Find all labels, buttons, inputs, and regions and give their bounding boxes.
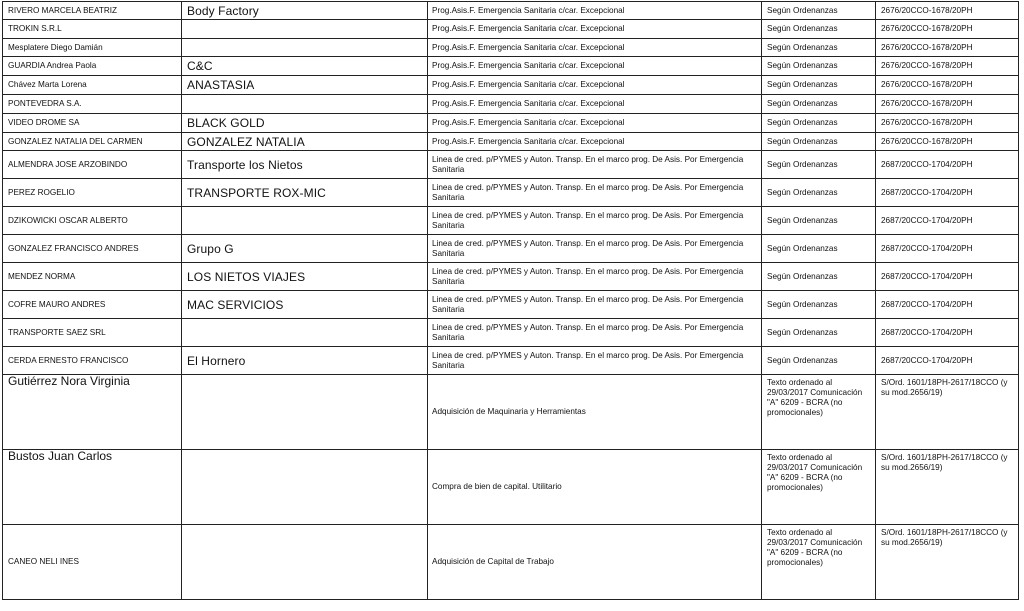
rate-cell: Según Ordenanzas (762, 291, 876, 319)
rate-cell: Según Ordenanzas (762, 263, 876, 291)
table-row (3, 450, 1019, 525)
rate-cell: Según Ordenanzas (762, 57, 876, 76)
ordinance-cell: 2676/20CCO-1678/20PH (876, 133, 1019, 151)
table-row (3, 525, 1019, 600)
ordinance-cell: S/Ord. 1601/18PH-2617/18CCO (y su mod.2656/19) (876, 450, 1019, 525)
ordinance-cell: 2676/20CCO-1678/20PH (876, 95, 1019, 114)
table-row (3, 179, 1019, 207)
ordinance-cell: 2687/20CCO-1704/20PH (876, 235, 1019, 263)
rate-cell: Texto ordenado al 29/03/2017 Comunicación "A" 6209 - BCRA (no promocionales) (762, 525, 876, 600)
ordinance-cell: S/Ord. 1601/18PH-2617/18CCO (y su mod.2656/19) (876, 375, 1019, 450)
table-row (3, 291, 1019, 319)
table-row (3, 20, 1019, 39)
beneficiaries-table (2, 1, 1019, 600)
table-row (3, 57, 1019, 76)
fantasy-name-cell: ANASTASIA (182, 76, 428, 95)
name-cell: VIDEO DROME SA (3, 114, 182, 133)
table-row (3, 151, 1019, 179)
fantasy-name-cell (182, 319, 428, 347)
program-cell: Linea de cred. p/PYMES y Auton. Transp. En el marco prog. De Asis. Por Emergencia Sanitaria (428, 263, 762, 291)
name-cell: Bustos Juan Carlos (3, 450, 182, 525)
fantasy-name-cell: Transporte los Nietos (182, 151, 428, 179)
fantasy-name-cell: GONZALEZ NATALIA (182, 133, 428, 151)
ordinance-cell: 2676/20CCO-1678/20PH (876, 114, 1019, 133)
ordinance-cell: 2676/20CCO-1678/20PH (876, 20, 1019, 39)
rate-cell: Según Ordenanzas (762, 133, 876, 151)
name-cell: GONZALEZ FRANCISCO ANDRES (3, 235, 182, 263)
fantasy-name-cell: MAC SERVICIOS (182, 291, 428, 319)
rate-cell: Texto ordenado al 29/03/2017 Comunicación "A" 6209 - BCRA (no promocionales) (762, 375, 876, 450)
name-cell: Gutiérrez Nora Virginia (3, 375, 182, 450)
name-cell: ALMENDRA JOSE ARZOBINDO (3, 151, 182, 179)
rate-cell: Según Ordenanzas (762, 95, 876, 114)
table-row (3, 95, 1019, 114)
rate-cell: Según Ordenanzas (762, 207, 876, 235)
program-cell: Prog.Asis.F. Emergencia Sanitaria c/car. Excepcional (428, 39, 762, 57)
program-cell: Linea de cred. p/PYMES y Auton. Transp. En el marco prog. De Asis. Por Emergencia Sanitaria (428, 347, 762, 375)
fantasy-name-cell (182, 525, 428, 600)
table-row (3, 319, 1019, 347)
rate-cell: Según Ordenanzas (762, 347, 876, 375)
program-cell: Linea de cred. p/PYMES y Auton. Transp. En el marco prog. De Asis. Por Emergencia Sanitaria (428, 291, 762, 319)
program-cell: Prog.Asis.F. Emergencia Sanitaria c/car. Excepcional (428, 76, 762, 95)
ordinance-cell: 2676/20CCO-1678/20PH (876, 39, 1019, 57)
fantasy-name-cell (182, 450, 428, 525)
program-cell: Prog.Asis.F. Emergencia Sanitaria c/car. Excepcional (428, 95, 762, 114)
name-cell: PONTEVEDRA S.A. (3, 95, 182, 114)
table-row (3, 263, 1019, 291)
rate-cell: Según Ordenanzas (762, 39, 876, 57)
name-cell: MENDEZ NORMA (3, 263, 182, 291)
name-cell: COFRE MAURO ANDRES (3, 291, 182, 319)
program-cell: Prog.Asis.F. Emergencia Sanitaria c/car. Excepcional (428, 114, 762, 133)
name-cell: GUARDIA Andrea Paola (3, 57, 182, 76)
fantasy-name-cell: Body Factory (182, 2, 428, 20)
ordinance-cell: 2687/20CCO-1704/20PH (876, 319, 1019, 347)
rate-cell: Según Ordenanzas (762, 2, 876, 20)
table-row (3, 347, 1019, 375)
table-row (3, 76, 1019, 95)
table-row (3, 114, 1019, 133)
rate-cell: Según Ordenanzas (762, 151, 876, 179)
ordinance-cell: 2687/20CCO-1704/20PH (876, 179, 1019, 207)
ordinance-cell: 2676/20CCO-1678/20PH (876, 76, 1019, 95)
fantasy-name-cell (182, 375, 428, 450)
rate-cell: Según Ordenanzas (762, 114, 876, 133)
name-cell: GONZALEZ NATALIA DEL CARMEN (3, 133, 182, 151)
rate-cell: Según Ordenanzas (762, 319, 876, 347)
rate-cell: Texto ordenado al 29/03/2017 Comunicación "A" 6209 - BCRA (no promocionales) (762, 450, 876, 525)
table-row (3, 2, 1019, 20)
program-cell: Compra de bien de capital. Utilitario (428, 450, 762, 525)
ordinance-cell: 2687/20CCO-1704/20PH (876, 151, 1019, 179)
rate-cell: Según Ordenanzas (762, 20, 876, 39)
program-cell: Linea de cred. p/PYMES y Auton. Transp. En el marco prog. De Asis. Por Emergencia Sanitaria (428, 179, 762, 207)
program-cell: Prog.Asis.F. Emergencia Sanitaria c/car. Excepcional (428, 57, 762, 76)
ordinance-cell: 2687/20CCO-1704/20PH (876, 347, 1019, 375)
name-cell: RIVERO MARCELA BEATRIZ (3, 2, 182, 20)
name-cell: DZIKOWICKI OSCAR ALBERTO (3, 207, 182, 235)
table-row (3, 39, 1019, 57)
name-cell: CERDA ERNESTO FRANCISCO (3, 347, 182, 375)
ordinance-cell: 2687/20CCO-1704/20PH (876, 291, 1019, 319)
fantasy-name-cell (182, 207, 428, 235)
name-cell: Mesplatere Diego Damián (3, 39, 182, 57)
fantasy-name-cell: C&C (182, 57, 428, 76)
fantasy-name-cell (182, 95, 428, 114)
ordinance-cell: 2687/20CCO-1704/20PH (876, 207, 1019, 235)
fantasy-name-cell: TRANSPORTE ROX-MIC (182, 179, 428, 207)
name-cell: CANEO NELI INES (3, 525, 182, 600)
fantasy-name-cell: El Hornero (182, 347, 428, 375)
name-cell: TROKIN S.R.L (3, 20, 182, 39)
program-cell: Linea de cred. p/PYMES y Auton. Transp. En el marco prog. De Asis. Por Emergencia Sanitaria (428, 207, 762, 235)
ordinance-cell: 2687/20CCO-1704/20PH (876, 263, 1019, 291)
rate-cell: Según Ordenanzas (762, 76, 876, 95)
name-cell: TRANSPORTE SAEZ SRL (3, 319, 182, 347)
program-cell: Adquisición de Maquinaria y Herramientas (428, 375, 762, 450)
program-cell: Prog.Asis.F. Emergencia Sanitaria c/car. Excepcional (428, 20, 762, 39)
rate-cell: Según Ordenanzas (762, 179, 876, 207)
table-row (3, 235, 1019, 263)
fantasy-name-cell: LOS NIETOS VIAJES (182, 263, 428, 291)
table-row (3, 133, 1019, 151)
program-cell: Prog.Asis.F. Emergencia Sanitaria c/car. Excepcional (428, 2, 762, 20)
program-cell: Linea de cred. p/PYMES y Auton. Transp. En el marco prog. De Asis. Por Emergencia Sanitaria (428, 319, 762, 347)
table-row (3, 375, 1019, 450)
name-cell: Chávez Marta Lorena (3, 76, 182, 95)
table-row (3, 207, 1019, 235)
fantasy-name-cell (182, 20, 428, 39)
ordinance-cell: 2676/20CCO-1678/20PH (876, 57, 1019, 76)
name-cell: PEREZ ROGELIO (3, 179, 182, 207)
fantasy-name-cell: Grupo G (182, 235, 428, 263)
rate-cell: Según Ordenanzas (762, 235, 876, 263)
program-cell: Prog.Asis.F. Emergencia Sanitaria c/car. Excepcional (428, 133, 762, 151)
program-cell: Linea de cred. p/PYMES y Auton. Transp. En el marco prog. De Asis. Por Emergencia Sanitaria (428, 235, 762, 263)
fantasy-name-cell (182, 39, 428, 57)
fantasy-name-cell: BLACK GOLD (182, 114, 428, 133)
ordinance-cell: 2676/20CCO-1678/20PH (876, 2, 1019, 20)
ordinance-cell: S/Ord. 1601/18PH-2617/18CCO (y su mod.2656/19) (876, 525, 1019, 600)
program-cell: Adquisición de Capital de Trabajo (428, 525, 762, 600)
program-cell: Linea de cred. p/PYMES y Auton. Transp. En el marco prog. De Asis. Por Emergencia Sanitaria (428, 151, 762, 179)
